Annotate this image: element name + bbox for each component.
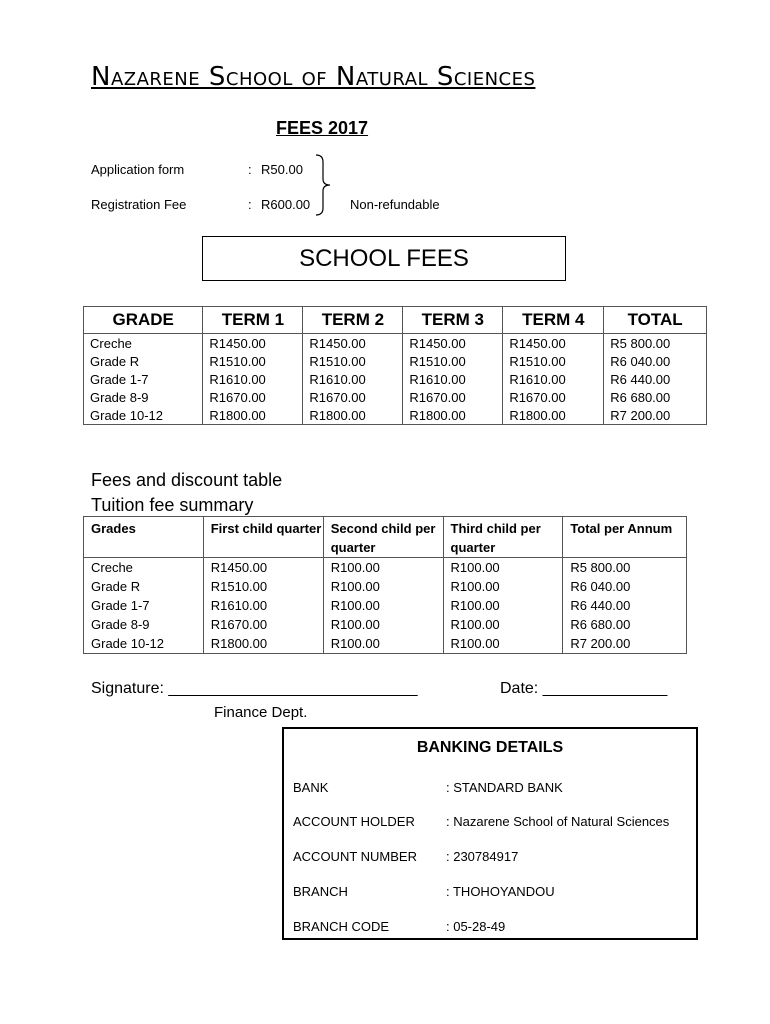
table-cell: R1670.00 [403,388,503,406]
school-fees-heading: SCHOOL FEES [202,236,566,281]
table-cell: Creche [84,334,203,353]
table-cell: R6 440.00 [563,596,687,615]
table-cell: R1800.00 [403,406,503,425]
table-cell: R1510.00 [303,352,403,370]
table-cell: R1450.00 [503,334,604,353]
table-cell: R7 200.00 [604,406,707,425]
table-cell: R100.00 [443,634,563,654]
table-cell: R100.00 [443,615,563,634]
table-row [84,352,707,370]
table-cell: R6 680.00 [563,615,687,634]
signature-line: Signature: ____________________________ [91,680,418,697]
table-cell: R5 800.00 [563,558,687,578]
table-cell: R1610.00 [503,370,604,388]
column-header: Second child per quarter [323,517,443,558]
branch-label: BRANCH [293,884,348,899]
table-row [84,406,707,425]
column-header: TERM 2 [303,307,403,334]
table-cell: R6 680.00 [604,388,707,406]
column-header: Grades [84,517,204,558]
account-number-label: ACCOUNT NUMBER [293,849,417,864]
account-holder-value: : Nazarene School of Natural Sciences [446,814,670,829]
table-cell: R1800.00 [503,406,604,425]
table-cell: R1670.00 [303,388,403,406]
application-form-colon: : [248,162,252,177]
table-cell: R6 040.00 [563,577,687,596]
branch-value: : THOHOYANDOU [446,884,555,899]
table-cell: R1670.00 [203,388,303,406]
table-cell: R1510.00 [403,352,503,370]
table-cell: R1510.00 [203,577,323,596]
column-header: TERM 4 [503,307,604,334]
table-cell: R1800.00 [303,406,403,425]
bank-value: : STANDARD BANK [446,780,563,795]
non-refundable-note: Non-refundable [350,197,440,212]
table-row [84,634,687,654]
table-cell: R6 040.00 [604,352,707,370]
table-cell: R1510.00 [503,352,604,370]
table-cell: R6 440.00 [604,370,707,388]
table-cell: Grade 10-12 [84,406,203,425]
account-holder-label: ACCOUNT HOLDER [293,814,415,829]
column-header: Third child per quarter [443,517,563,558]
column-header: TERM 3 [403,307,503,334]
table-cell: R100.00 [443,558,563,578]
table-row [84,388,707,406]
table-cell: Creche [84,558,204,578]
column-header: GRADE [84,307,203,334]
banking-details-title: BANKING DETAILS [416,739,564,756]
table-row [84,334,707,353]
registration-fee-colon: : [248,197,252,212]
fees-year-title: FEES 2017 [276,118,369,138]
table-cell: R1510.00 [203,352,303,370]
tuition-summary-title: Tuition fee summary [91,495,254,515]
table-cell: R5 800.00 [604,334,707,353]
table-cell: Grade 8-9 [84,615,204,634]
curly-brace-icon [314,154,336,216]
table-header-row [84,517,687,558]
registration-fee-value: R600.00 [261,197,311,212]
table-cell: R1610.00 [203,370,303,388]
table-cell: R1610.00 [403,370,503,388]
banking-details-box [282,727,698,940]
table-row [84,615,687,634]
table-cell: R100.00 [443,577,563,596]
application-form-label: Application form [91,162,185,177]
table-header-row [84,307,707,334]
school-fees-table [83,306,707,425]
table-row [84,370,707,388]
table-cell: R1610.00 [203,596,323,615]
table-cell: R1800.00 [203,406,303,425]
column-header: First child quarter [203,517,323,558]
table-cell: R1670.00 [503,388,604,406]
table-row [84,577,687,596]
column-header: TERM 1 [203,307,303,334]
table-cell: Grade 10-12 [84,634,204,654]
bank-label: BANK [293,780,329,795]
registration-fee-label: Registration Fee [91,197,187,212]
application-form-value: R50.00 [261,162,303,177]
date-line: Date: ______________ [500,680,668,697]
table-cell: Grade R [84,577,204,596]
branch-code-label: BRANCH CODE [293,919,390,934]
table-row [84,558,687,578]
table-cell: R1450.00 [403,334,503,353]
table-cell: Grade R [84,352,203,370]
table-cell: R100.00 [323,634,443,654]
table-cell: R1800.00 [203,634,323,654]
table-cell: R1450.00 [303,334,403,353]
column-header: Total per Annum [563,517,687,558]
table-cell: R100.00 [443,596,563,615]
table-cell: R1610.00 [303,370,403,388]
table-cell: R100.00 [323,577,443,596]
school-title: Nazarene School of Natural Sciences [91,62,536,92]
column-header: TOTAL [604,307,707,334]
tuition-summary-table [83,516,687,654]
table-cell: R100.00 [323,596,443,615]
table-cell: R100.00 [323,558,443,578]
account-number-value: : 230784917 [446,849,519,864]
table-cell: R7 200.00 [563,634,687,654]
finance-dept-label: Finance Dept. [214,704,308,721]
branch-code-value: : 05-28-49 [446,919,506,934]
table-cell: Grade 1-7 [84,596,204,615]
table-cell: R100.00 [323,615,443,634]
table-row [84,596,687,615]
table-cell: Grade 1-7 [84,370,203,388]
table-cell: R1450.00 [203,334,303,353]
table-cell: R1670.00 [203,615,323,634]
table-cell: Grade 8-9 [84,388,203,406]
table-cell: R1450.00 [203,558,323,578]
discount-table-title: Fees and discount table [91,470,283,490]
discount-section-heading [91,468,282,518]
